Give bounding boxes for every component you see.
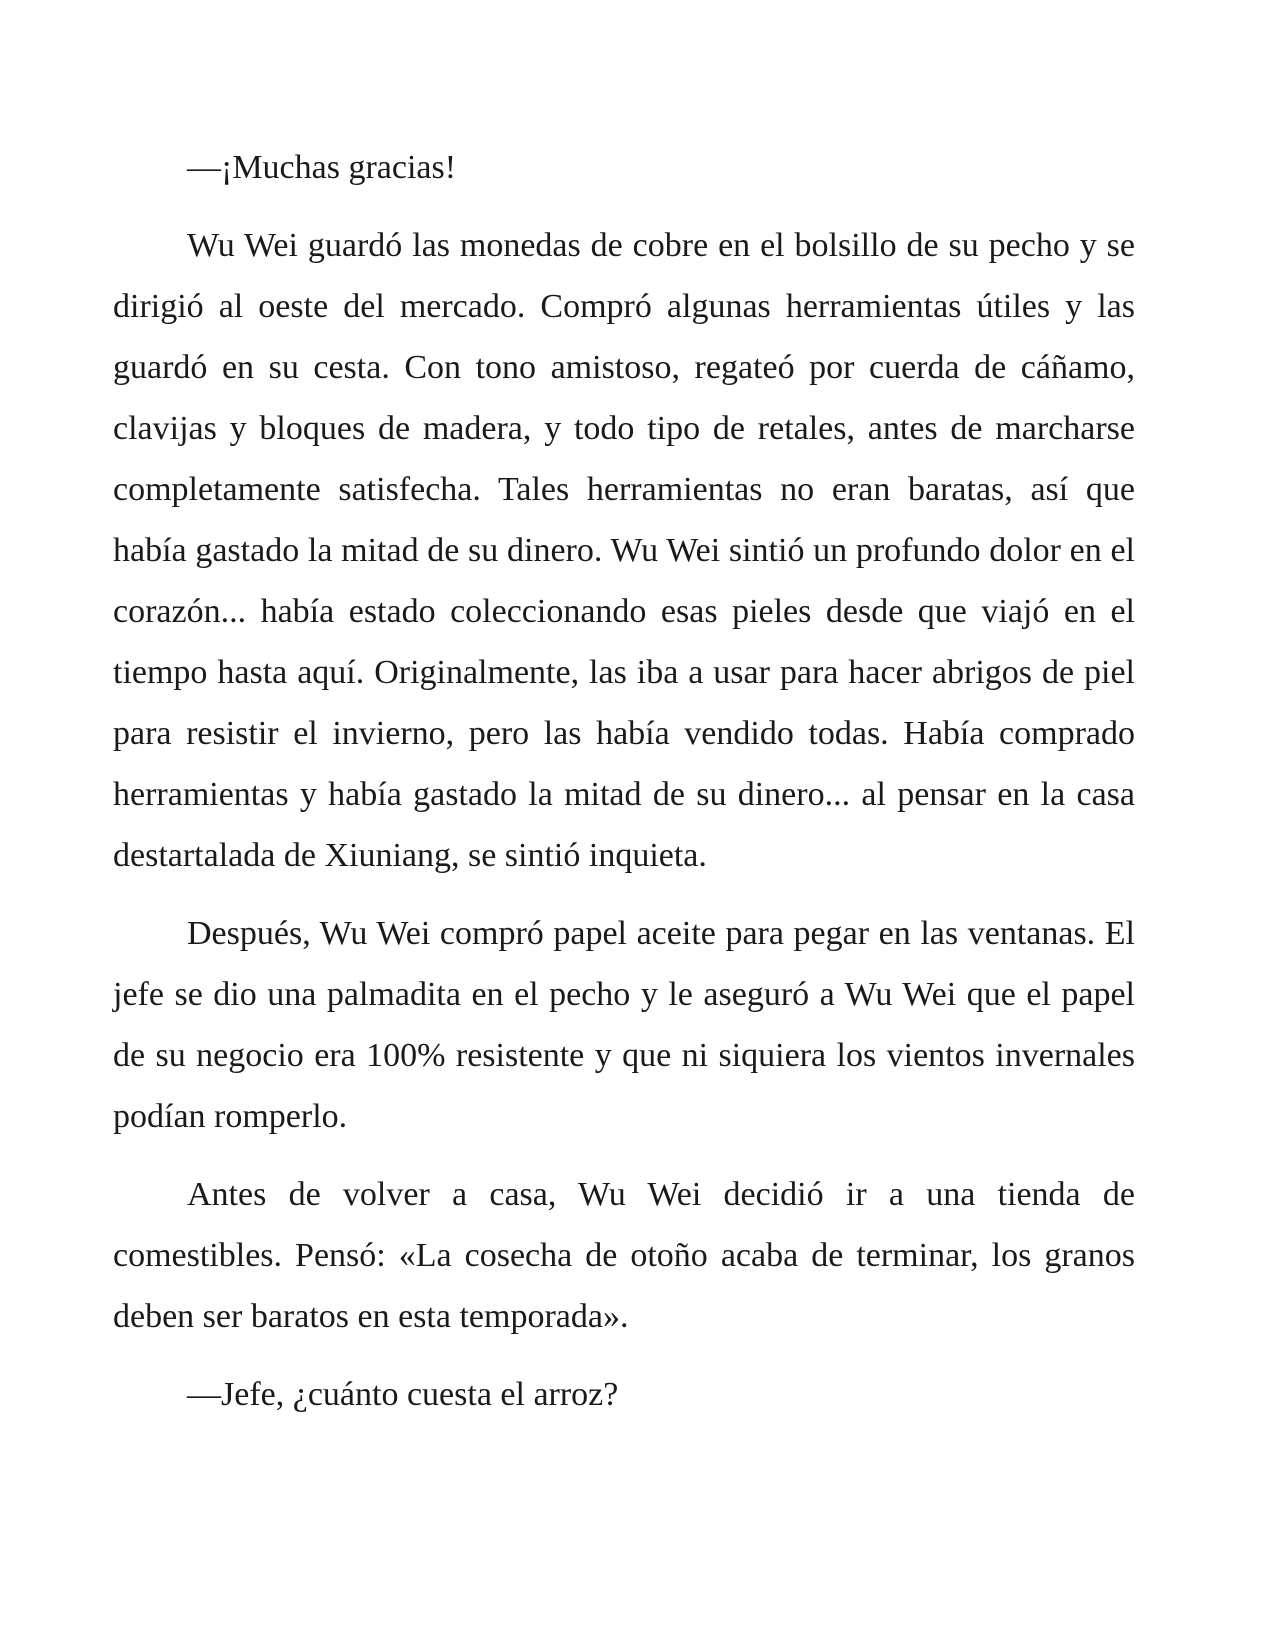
document-page [113, 137, 1135, 1442]
paragraph-5: —Jefe, ¿cuánto cuesta el arroz? [187, 1376, 619, 1413]
paragraph-1: —¡Muchas gracias! [187, 149, 457, 186]
paragraph-2: Wu Wei guardó las monedas de cobre en el bolsillo de su pecho y se dirigió al oeste del mercado. Compró algunas herramientas útiles y las guardó en su cesta. Con tono amistoso, regateó por cuerda de cáñamo, clavijas y bloques de madera, y todo tipo de retales, antes de marcharse completamente satisfecha. Tales herramientas no eran baratas, así que había gastado la mitad de su dinero. Wu Wei sintió un profundo dolor en el corazón... había estado coleccionando esas pieles desde que viajó en el tiempo hasta aquí. Originalmente, las iba a usar para hacer abrigos de piel para resistir el invierno, pero las había vendido todas. Había comprado herramientas y había gastado la mitad de su dinero... al pensar en la casa destartalada de Xiuniang, se sintió inquieta. [113, 227, 1135, 874]
paragraph-3: Después, Wu Wei compró papel aceite para pegar en las ventanas. El jefe se dio una palmadita en el pecho y le aseguró a Wu Wei que el papel de su negocio era 100% resistente y que ni siquiera los vientos invernales podían romperlo. [113, 915, 1135, 1135]
paragraph-4: Antes de volver a casa, Wu Wei decidió ir a una tienda de comestibles. Pensó: «La cosecha de otoño acaba de terminar, los granos deben ser baratos en esta temporada». [113, 1176, 1135, 1335]
